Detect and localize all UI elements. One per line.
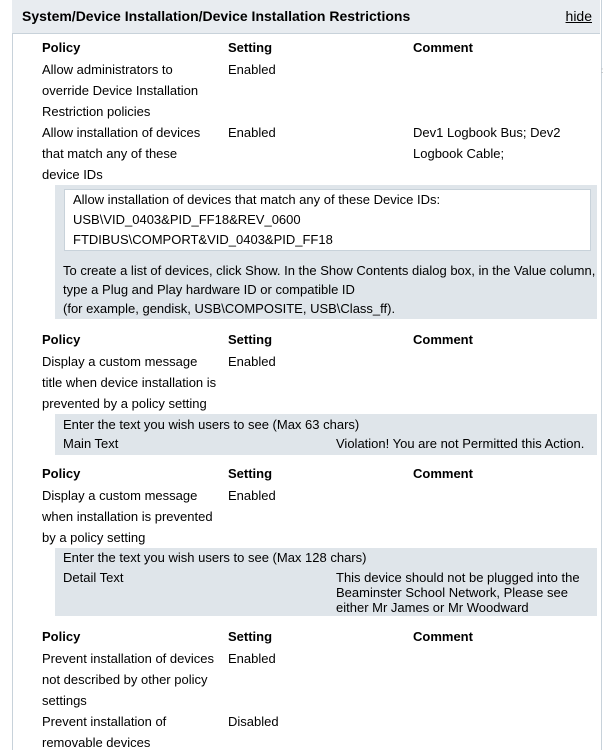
policy-name: Display a custom message [42, 488, 198, 503]
device-id: FTDIBUS\COMPORT&VID_0403&PID_FF18 [73, 232, 333, 247]
column-header-policy: Policy [42, 40, 81, 55]
detail-value: Violation! You are not Permitted this Action. [336, 436, 585, 451]
policy-setting: Enabled [228, 125, 276, 140]
policy-setting: Enabled [228, 651, 276, 666]
section-header [12, 0, 600, 34]
edge-marker-icon: : [601, 66, 604, 75]
policy-name: settings [42, 693, 87, 708]
column-header-policy: Policy [42, 466, 81, 481]
device-id: USB\VID_0403&PID_FF18&REV_0600 [73, 212, 301, 227]
column-header-comment: Comment [413, 332, 473, 347]
column-header-policy: Policy [42, 629, 81, 644]
policy-name: not described by other policy [42, 672, 208, 687]
policy-name: Allow administrators to [42, 62, 173, 77]
column-header-comment: Comment [413, 40, 473, 55]
detail-heading: Enter the text you wish users to see (Max 63 chars) [63, 417, 360, 432]
column-header-comment: Comment [413, 466, 473, 481]
hide-link[interactable]: hide [565, 8, 592, 24]
column-header-policy: Policy [42, 332, 81, 347]
policy-setting: Enabled [228, 488, 276, 503]
policy-name: Allow installation of devices [42, 125, 201, 140]
policy-name: Prevent installation of devices [42, 651, 214, 666]
policy-setting: Enabled [228, 62, 276, 77]
column-header-setting: Setting [228, 332, 273, 347]
detail-value: either Mr James or Mr Woodward [336, 600, 529, 615]
policy-name: by a policy setting [42, 530, 146, 545]
policy-name: Prevent installation of [42, 714, 167, 729]
policy-name: device IDs [42, 167, 103, 182]
policy-comment: Dev1 Logbook Bus; Dev2 [413, 125, 561, 140]
policy-name: prevented by a policy setting [42, 396, 207, 411]
policy-name: removable devices [42, 735, 151, 750]
detail-label: Main Text [63, 436, 119, 451]
policy-comment: Logbook Cable; [413, 146, 505, 161]
detail-value: This device should not be plugged into the [336, 570, 580, 585]
policy-name: when installation is prevented [42, 509, 213, 524]
device-ids-box [64, 189, 591, 251]
policy-name: that match any of these [42, 146, 178, 161]
detail-label: Detail Text [63, 570, 124, 585]
column-header-setting: Setting [228, 466, 273, 481]
help-note: type a Plug and Play hardware ID or compatible ID [63, 282, 355, 297]
column-header-setting: Setting [228, 40, 273, 55]
policy-setting: Enabled [228, 354, 276, 369]
column-header-comment: Comment [413, 629, 473, 644]
policy-setting: Disabled [228, 714, 279, 729]
policy-name: title when device installation is [42, 375, 217, 390]
detail-heading: Enter the text you wish users to see (Max 128 chars) [63, 550, 367, 565]
help-note: To create a list of devices, click Show. In the Show Contents dialog box, in the Value column, [63, 263, 596, 278]
policy-name: Display a custom message [42, 354, 198, 369]
detail-value: Beaminster School Network, Please see [336, 585, 568, 600]
help-note: (for example, gendisk, USB\COMPOSITE, USB\Class_ff). [63, 301, 396, 316]
section-title: System/Device Installation/Device Installation Restrictions [22, 8, 411, 24]
device-ids-title: Allow installation of devices that match any of these Device IDs: [73, 192, 441, 207]
column-header-setting: Setting [228, 629, 273, 644]
policy-name: Restriction policies [42, 104, 151, 119]
policy-name: override Device Installation [42, 83, 199, 98]
